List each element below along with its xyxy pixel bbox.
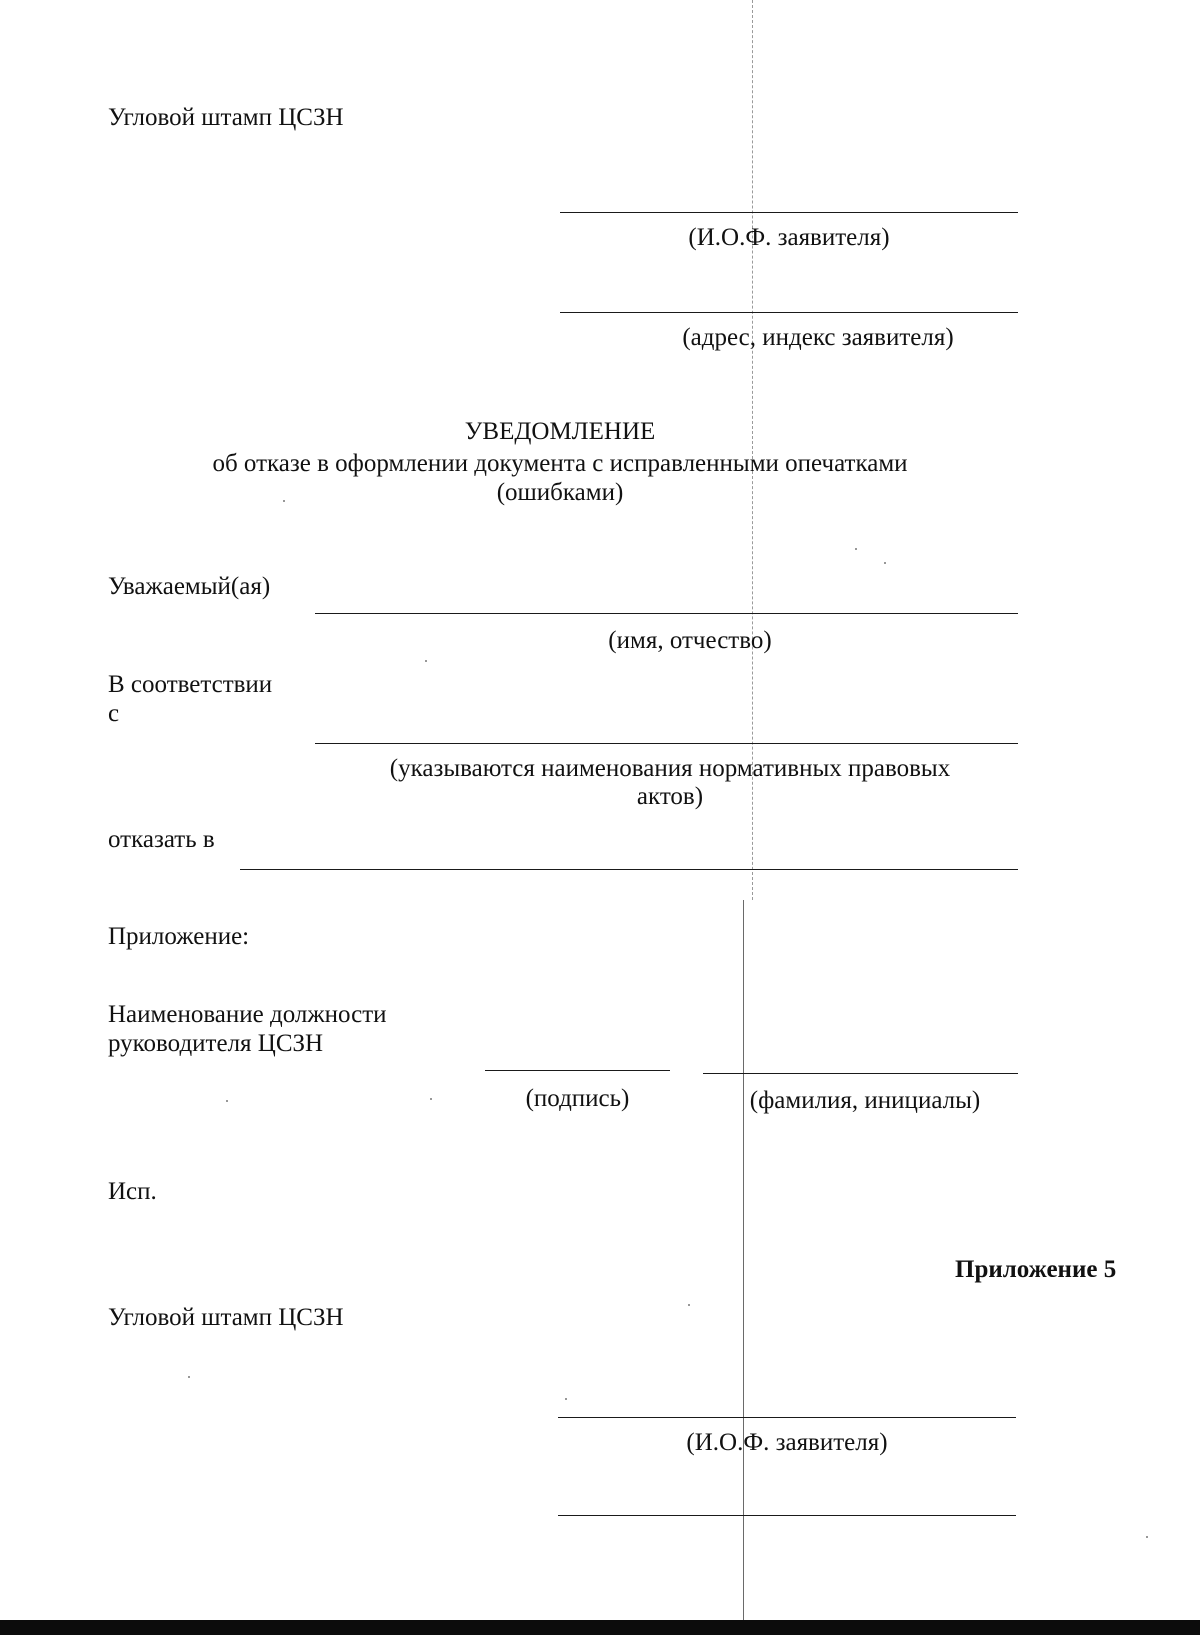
accordance-label-line2: с — [108, 700, 120, 727]
accordance-label-line1: В соответствии — [108, 671, 273, 698]
scan-speck — [688, 1304, 690, 1306]
scan-speck — [430, 1098, 432, 1100]
scan-speck — [565, 1398, 567, 1400]
notice-subtitle-line2: (ошибками) — [496, 479, 624, 506]
appendix-5-applicant-name-line — [558, 1417, 1016, 1418]
applicant-name-line — [560, 212, 1018, 213]
greeting-label: Уважаемый(ая) — [108, 573, 271, 600]
corner-stamp-label: Угловой штамп ЦСЗН — [108, 104, 344, 131]
legal-acts-caption-line1: (указываются наименования нормативных правовых — [389, 755, 951, 782]
recipient-name-line — [315, 613, 1018, 614]
legal-acts-line — [315, 743, 1018, 744]
position-label-line2: руководителя ЦСЗН — [108, 1030, 324, 1057]
appendix-5-applicant-name-caption: (И.О.Ф. заявителя) — [686, 1429, 888, 1456]
notice-subtitle-line1: об отказе в оформлении документа с исправленными опечатками — [212, 450, 908, 477]
surname-caption: (фамилия, инициалы) — [749, 1087, 981, 1114]
legal-acts-caption-line2: актов) — [636, 783, 704, 810]
scan-fold-line-lower — [743, 900, 744, 1620]
notice-title: УВЕДОМЛЕНИЕ — [464, 418, 656, 445]
scan-speck — [855, 548, 857, 550]
appendix-5-corner-stamp-label: Угловой штамп ЦСЗН — [108, 1304, 344, 1331]
applicant-address-line — [560, 312, 1018, 313]
refuse-label: отказать в — [108, 826, 215, 853]
scan-bottom-edge — [0, 1620, 1200, 1635]
signature-line — [485, 1070, 670, 1071]
recipient-name-caption: (имя, отчество) — [608, 627, 772, 654]
appendix-5-heading: Приложение 5 — [955, 1256, 1117, 1283]
scan-speck — [226, 1100, 228, 1102]
refuse-reason-line — [240, 869, 1018, 870]
appendix-5-applicant-address-line — [558, 1515, 1016, 1516]
position-label-line1: Наименование должности — [108, 1001, 387, 1028]
surname-line — [703, 1073, 1018, 1074]
scan-speck — [188, 1376, 190, 1378]
scan-speck — [1146, 1536, 1148, 1538]
applicant-name-caption: (И.О.Ф. заявителя) — [688, 224, 890, 251]
applicant-address-caption: (адрес, индекс заявителя) — [682, 324, 954, 351]
scan-speck — [425, 660, 427, 662]
attachment-label: Приложение: — [108, 923, 250, 950]
scan-speck — [884, 562, 886, 564]
executor-label: Исп. — [108, 1178, 157, 1205]
signature-caption: (подпись) — [525, 1085, 630, 1112]
